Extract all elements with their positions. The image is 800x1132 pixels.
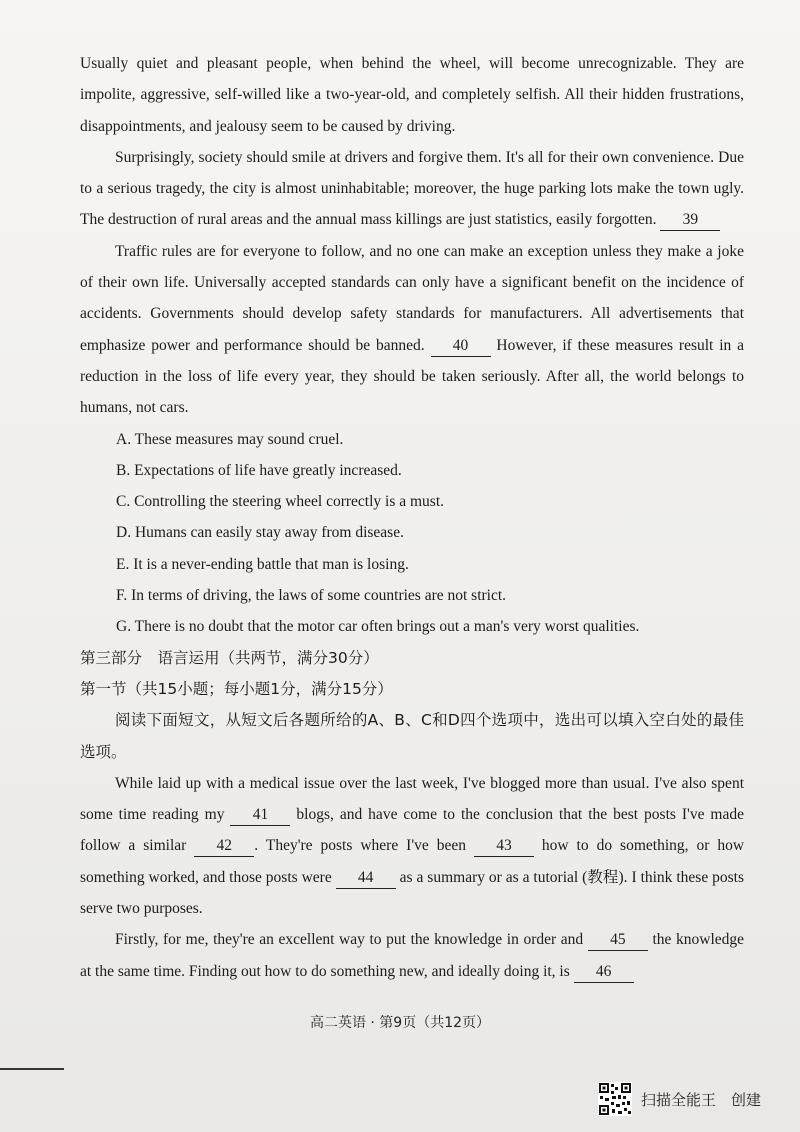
scanner-watermark — [598, 1082, 761, 1116]
qr-code-icon — [598, 1082, 632, 1116]
paragraph-text: Surprisingly, society should smile at drivers and forgive them. It's all for their own convenience. Due to a serious tragedy, the city is almost uninhabitable; moreover, the huge parking lots make the town ugly. The destruction of rural areas and the annual mass killings are just statistics, easily forgotten. — [80, 148, 744, 229]
scan-edge-line — [0, 1068, 64, 1070]
paragraph-text: However, if these measures result in a reduction in the loss of life every year, they should be taken seriously. After all, the world belongs to humans, not cars. — [80, 336, 745, 417]
passage-b-paragraph-2 — [80, 924, 744, 987]
scanner-label: 扫描全能王 创建 — [641, 1090, 762, 1109]
paragraph-text: Usually quiet and pleasant people, when behind the wheel, will become unrecognizable. They are impolite, aggressive, self-willed like a two-year-old, and completely selfish. All their hidden frustrations, disappointments, and jealousy seem to be caused by driving. — [80, 55, 744, 135]
option-d: D. Humans can easily stay away from disease. — [116, 524, 404, 542]
option-c: C. Controlling the steering wheel correctly is a must. — [116, 493, 445, 511]
paragraph-text: how to do something, or how something worked, and those posts were — [80, 837, 745, 886]
blank-44: 44 — [336, 868, 396, 889]
passage-a-paragraph-1 — [80, 48, 744, 142]
blank-42: 42 — [194, 836, 254, 857]
paragraph-text: blogs, and have come to the conclusion that the best posts I've made follow a similar — [80, 806, 745, 855]
blank-46: 46 — [574, 962, 634, 983]
blank-39: 39 — [660, 210, 720, 231]
paragraph-text: the knowledge at the same time. Finding out how to do something new, and ideally doing it, is — [80, 931, 745, 980]
passage-b-paragraph-1 — [80, 768, 744, 924]
blank-43: 43 — [474, 836, 534, 857]
option-f: F. In terms of driving, the laws of some countries are not strict. — [116, 587, 507, 605]
option-a: A. These measures may sound cruel. — [116, 430, 344, 448]
paragraph-text: Traffic rules are for everyone to follow, and no one can make an exception unless they make a joke of their own life. Universally accepted standards can only have a significant benefit on the incidence of accidents. Governments should develop safety standards for manufacturers. All advertisements that emphasize power and performance should be banned. — [80, 242, 744, 354]
blank-45: 45 — [588, 930, 648, 951]
options-list — [80, 424, 744, 643]
page-content — [80, 48, 744, 987]
paragraph-text: . They're posts where I've been — [254, 837, 466, 855]
section-1-heading: 第一节（共15小题；每小题1分，满分15分） — [80, 679, 393, 698]
blank-40: 40 — [431, 336, 491, 357]
paragraph-text: Firstly, for me, they're an excellent way to put the knowledge in order and — [115, 931, 584, 949]
option-b: B. Expectations of life have greatly increased. — [116, 461, 402, 479]
blank-41: 41 — [230, 805, 290, 826]
option-e: E. It is a never-ending battle that man is losing. — [116, 555, 409, 573]
paragraph-text: While laid up with a medical issue over the last week, I've blogged more than usual. I've also spent some time reading my — [80, 774, 744, 824]
part-3-heading: 第三部分 语言运用（共两节，满分30分） — [80, 648, 379, 667]
page-footer: 高二英语 · 第9页（共12页） — [309, 1015, 491, 1031]
instruction-text: 阅读下面短文，从短文后各题所给的A、B、C和D四个选项中，选出可以填入空白处的最佳选项。 — [80, 711, 744, 761]
passage-a-paragraph-2 — [80, 142, 744, 236]
paragraph-text: as a summary or as a tutorial (教程). I think these posts serve two purposes. — [80, 868, 745, 918]
option-g: G. There is no doubt that the motor car often brings out a man's very worst qualities. — [116, 618, 640, 636]
passage-a-paragraph-3 — [80, 236, 744, 424]
